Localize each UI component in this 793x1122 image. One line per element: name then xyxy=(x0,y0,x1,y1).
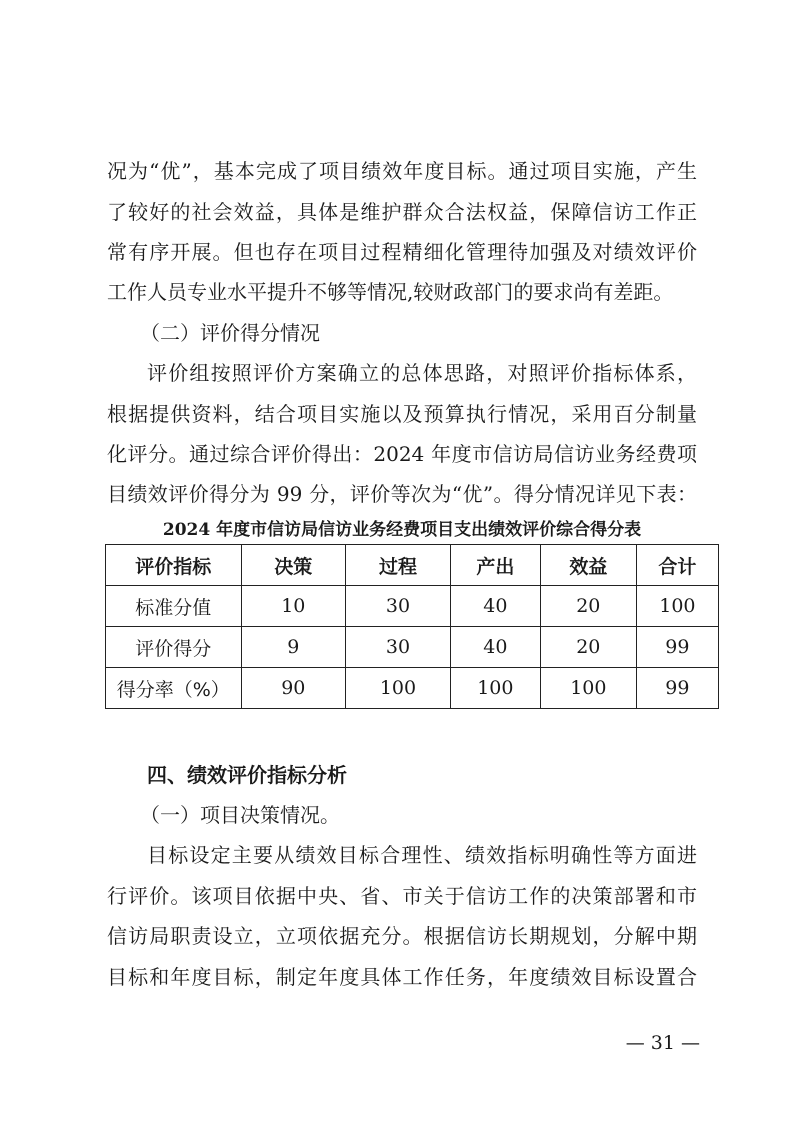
paragraph-line: 了较好的社会效益，具体是维护群众合法权益，保障信访工作正 xyxy=(107,200,697,224)
table-row xyxy=(106,586,719,627)
paragraph-line: 况为“优”，基本完成了项目绩效年度目标。通过项目实施，产生 xyxy=(107,159,697,183)
table-cell: 30 xyxy=(346,627,451,668)
table-cell: 20 xyxy=(540,586,636,627)
paragraph-line: 根据提供资料，结合项目实施以及预算执行情况，采用百分制量 xyxy=(107,402,697,426)
section-subheading: （二）评价得分情况 xyxy=(140,321,320,345)
table-cell: 30 xyxy=(346,586,451,627)
column-header: 合计 xyxy=(636,545,718,586)
paragraph-line: 目标设定主要从绩效目标合理性、绩效指标明确性等方面进 xyxy=(147,843,697,867)
table-cell: 90 xyxy=(241,668,346,709)
table-cell: 10 xyxy=(241,586,346,627)
page-number: — 31 — xyxy=(625,1032,700,1054)
table-cell: 9 xyxy=(241,627,346,668)
table-cell: 20 xyxy=(540,627,636,668)
paragraph-line: 目标和年度目标，制定年度具体工作任务，年度绩效目标设置合 xyxy=(107,965,697,989)
table-row xyxy=(106,668,719,709)
column-header: 评价指标 xyxy=(106,545,242,586)
table-title: 2024 年度市信访局信访业务经费项目支出绩效评价综合得分表 xyxy=(162,520,642,540)
section-heading: 四、绩效评价指标分析 xyxy=(147,763,347,787)
column-header: 效益 xyxy=(540,545,636,586)
paragraph-line: 工作人员专业水平提升不够等情况,较财政部门的要求尚有差距。 xyxy=(107,280,674,304)
section-subheading: （一）项目决策情况。 xyxy=(140,803,340,827)
column-header: 决策 xyxy=(241,545,346,586)
paragraph-line: 常有序开展。但也存在项目过程精细化管理待加强及对绩效评价 xyxy=(107,240,697,264)
column-header: 过程 xyxy=(346,545,451,586)
table-cell: 99 xyxy=(636,668,718,709)
table-header-row xyxy=(106,545,719,586)
table-cell: 100 xyxy=(636,586,718,627)
table-cell: 99 xyxy=(636,627,718,668)
table-cell: 40 xyxy=(450,627,540,668)
row-label: 标准分值 xyxy=(106,586,242,627)
paragraph-line: 化评分。通过综合评价得出：2024 年度市信访局信访业务经费项 xyxy=(107,442,697,466)
row-label: 评价得分 xyxy=(106,627,242,668)
paragraph-line: 评价组按照评价方案确立的总体思路，对照评价指标体系， xyxy=(147,361,697,385)
score-table xyxy=(105,544,719,709)
table-cell: 100 xyxy=(450,668,540,709)
paragraph-line: 行评价。该项目依据中央、省、市关于信访工作的决策部署和市 xyxy=(107,884,697,908)
table-cell: 40 xyxy=(450,586,540,627)
row-label: 得分率（%） xyxy=(106,668,242,709)
table-cell: 100 xyxy=(540,668,636,709)
paragraph-line: 目绩效评价得分为 99 分，评价等次为“优”。得分情况详见下表： xyxy=(107,482,697,506)
table-row xyxy=(106,627,719,668)
table-cell: 100 xyxy=(346,668,451,709)
column-header: 产出 xyxy=(450,545,540,586)
paragraph-line: 信访局职责设立，立项依据充分。根据信访长期规划，分解中期 xyxy=(107,924,697,948)
